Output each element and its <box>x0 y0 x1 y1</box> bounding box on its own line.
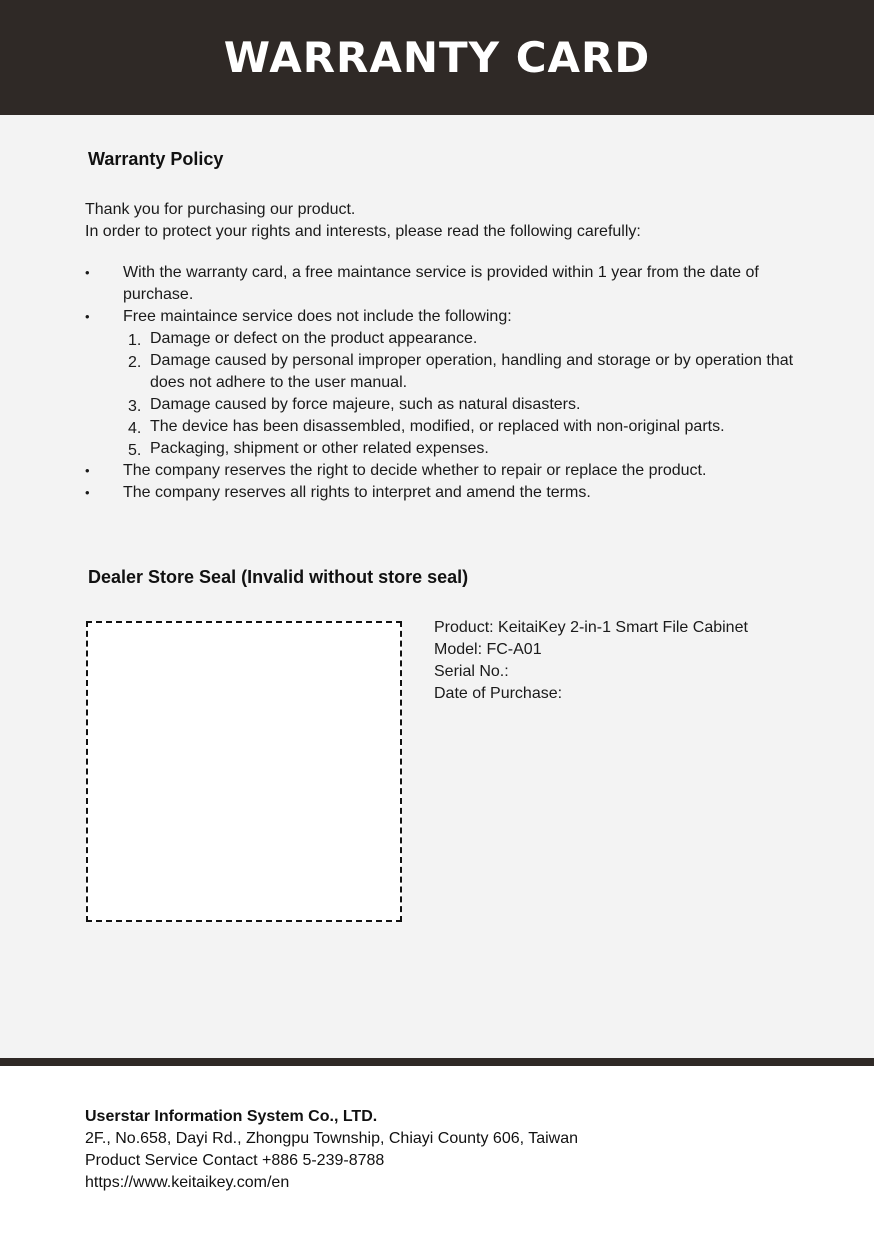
exclusion-text: Packaging, shipment or other related expenses. <box>150 440 489 457</box>
policy-bullet-list <box>85 262 805 504</box>
exclusion-number: 2. <box>128 354 142 371</box>
exclusion-number: 1. <box>128 332 142 349</box>
website-url: https://www.keitaikey.com/en <box>85 1174 290 1191</box>
dealer-seal-heading: Dealer Store Seal (Invalid without store seal) <box>88 567 469 587</box>
exclusion-number: 3. <box>128 398 142 415</box>
product-info <box>434 617 834 705</box>
company-footer <box>85 1106 825 1194</box>
exclusion-text: Damage or defect on the product appearance. <box>150 330 478 347</box>
policy-panel <box>0 115 874 1058</box>
bullet-text: The company reserves all rights to interpret and amend the terms. <box>123 484 591 501</box>
product-name: Product: KeitaiKey 2-in-1 Smart File Cabinet <box>434 619 748 636</box>
exclusion-text: Damage caused by force majeure, such as natural disasters. <box>150 396 581 413</box>
purchase-date-label: Date of Purchase: <box>434 685 563 702</box>
service-contact: Product Service Contact +886 5-239-8788 <box>85 1152 385 1169</box>
header-banner <box>0 0 874 115</box>
exclusion-number: 5. <box>128 442 142 459</box>
bullet-text: The company reserves the right to decide whether to repair or replace the product. <box>123 462 707 479</box>
policy-bullet <box>85 482 805 504</box>
page-title: WARRANTY CARD <box>223 33 651 82</box>
exclusion-item <box>123 438 805 460</box>
intro-line: In order to protect your rights and interests, please read the following carefully: <box>85 223 641 240</box>
exclusion-list <box>123 328 805 460</box>
exclusion-item <box>123 416 805 438</box>
bullet-text: With the warranty card, a free maintance service is provided within 1 year from the date of purchase. <box>123 264 759 303</box>
product-model: Model: FC-A01 <box>434 641 542 658</box>
serial-number-label: Serial No.: <box>434 663 509 680</box>
policy-bullet <box>85 262 805 306</box>
policy-bullet <box>85 306 805 460</box>
exclusion-text: Damage caused by personal improper operation, handling and storage or by operation that does not adhere to the user manual. <box>150 352 794 391</box>
store-seal-box <box>86 621 402 922</box>
company-address: 2F., No.658, Dayi Rd., Zhongpu Township, Chiayi County 606, Taiwan <box>85 1130 579 1147</box>
company-name: Userstar Information System Co., LTD. <box>85 1108 378 1125</box>
exclusion-text: The device has been disassembled, modified, or replaced with non-original parts. <box>150 418 725 435</box>
footer-divider <box>0 1058 874 1066</box>
exclusion-number: 4. <box>128 420 142 437</box>
intro-line: Thank you for purchasing our product. <box>85 201 356 218</box>
warranty-policy-heading: Warranty Policy <box>88 149 224 169</box>
bullet-text: Free maintaince service does not include the following: <box>123 308 512 325</box>
exclusion-item <box>123 350 805 394</box>
policy-bullet <box>85 460 805 482</box>
exclusion-item <box>123 394 805 416</box>
intro-text <box>85 199 805 243</box>
exclusion-item <box>123 328 805 350</box>
